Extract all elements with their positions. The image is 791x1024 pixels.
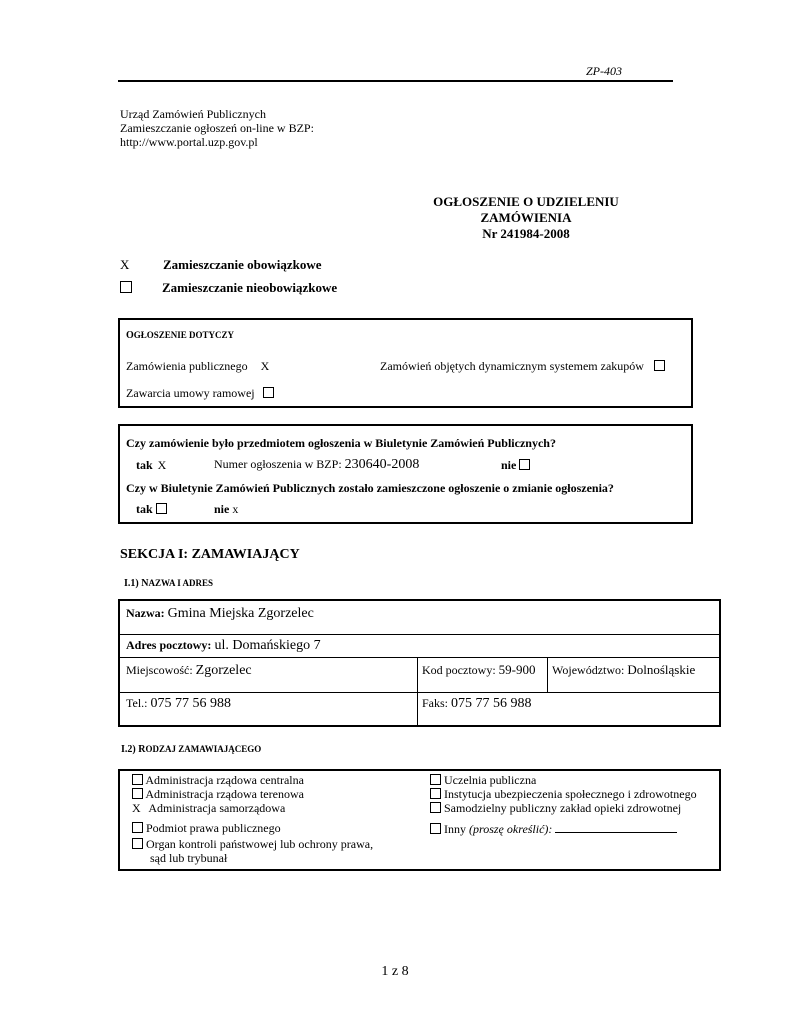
buyer-type-left (132, 773, 373, 865)
other-specify-label: (proszę określić): (469, 822, 553, 836)
fax-value[interactable]: 075 77 56 988 (451, 696, 532, 711)
framework-option[interactable] (126, 386, 274, 401)
optional-label: Zamieszczanie nieobowiązkowe (162, 280, 338, 295)
buyer-option-local[interactable]: X Administracja samorządowa (132, 801, 286, 815)
bulletin-yes-mark: X (157, 458, 167, 472)
address-label: Adres pocztowy: (126, 638, 212, 652)
buyer-option-healthcare[interactable]: Samodzielny publiczny zakład opieki zdrowotnej (430, 801, 697, 815)
buyer-type-right (430, 773, 697, 836)
public-procurement-option[interactable] (126, 359, 269, 374)
name-row (126, 606, 314, 622)
dynamic-system-option[interactable] (380, 359, 665, 374)
name-label: Nazwa: (126, 606, 165, 620)
buyer-type-box (118, 769, 721, 871)
notice-number: Nr 241984-2008 (482, 226, 570, 241)
optional-checkbox[interactable] (120, 281, 132, 293)
bulletin-no-option[interactable] (501, 458, 530, 473)
other-checkbox[interactable] (430, 823, 441, 834)
other-specify-input[interactable] (555, 821, 677, 833)
issuer-block (120, 107, 314, 149)
bulletin-question1: Czy zamówienie było przedmiotem ogłoszenia w Biuletynie Zamówień Publicznych? (126, 436, 556, 450)
buyer-option-public-law[interactable]: Podmiot prawa publicznego (132, 821, 373, 835)
bulletin-number-value: 230640-2008 (344, 457, 420, 472)
notice-title (398, 194, 654, 242)
addr-rule1 (120, 634, 719, 635)
form-code: ZP-403 (586, 64, 622, 78)
voivodeship-cell (552, 662, 695, 678)
postal-value[interactable]: 59-900 (498, 662, 536, 677)
buyer-option-insurance[interactable]: Instytucja ubezpieczenia społecznego i zdrowotnego (430, 787, 697, 801)
bulletin-yes-option[interactable] (136, 458, 166, 473)
issuer-line2: Zamieszczanie ogłoszeń on-line w BZP: (120, 121, 314, 135)
regional-checkbox[interactable] (132, 788, 143, 799)
address-value[interactable]: ul. Domańskiego 7 (214, 638, 321, 653)
city-cell (126, 663, 252, 679)
public-law-checkbox[interactable] (132, 822, 143, 833)
section1-title: SEKCJA I: ZAMAWIAJĄCY (120, 547, 300, 562)
tel-label: Tel.: (126, 696, 148, 710)
section1-sub2: I.2) RODZAJ ZAMAWIAJĄCEGO (121, 744, 262, 755)
bulletin-no-checkbox[interactable] (519, 459, 530, 470)
tel-cell (126, 696, 231, 712)
healthcare-checkbox[interactable] (430, 802, 441, 813)
framework-checkbox[interactable] (263, 387, 274, 398)
public-mark: X (260, 359, 270, 373)
postal-cell (422, 662, 536, 678)
address-table (118, 599, 721, 727)
mandatory-option[interactable] (120, 257, 322, 273)
optional-option[interactable] (120, 280, 337, 296)
mandatory-label: Zamieszczanie obowiązkowe (163, 257, 322, 272)
buyer-option-regional[interactable]: Administracja rządowa terenowa (132, 787, 373, 801)
bulletin-question2: Czy w Biuletynie Zamówień Publicznych zostało zamieszczone ogłoszenie o zmianie ogłoszenia? (126, 481, 614, 495)
change-no-option[interactable] (214, 502, 238, 517)
change-no-label: nie (214, 502, 230, 516)
university-checkbox[interactable] (430, 774, 441, 785)
public-label: Zamówienia publicznego (126, 359, 248, 373)
buyer-option-control-organ-cont: sąd lub trybunał (150, 851, 228, 865)
bulletin-box (118, 424, 693, 524)
buyer-option-control-organ[interactable]: Organ kontroli państwowej lub ochrony prawa, (132, 837, 373, 851)
insurance-checkbox[interactable] (430, 788, 441, 799)
central-checkbox[interactable] (132, 774, 143, 785)
city-label: Miejscowość: (126, 663, 193, 677)
section1-sub1: I.1) NAZWA I ADRES (124, 578, 213, 589)
notice-title-line2: ZAMÓWIENIA (480, 210, 572, 225)
notice-title-line1: OGŁOSZENIE O UDZIELENIU (433, 194, 619, 209)
voivodeship-value[interactable]: Dolnośląskie (627, 662, 696, 677)
dynamic-checkbox[interactable] (654, 360, 665, 371)
fax-cell (422, 696, 532, 712)
bulletin-number-label: Numer ogłoszenia w BZP: (214, 457, 342, 471)
tel-value[interactable]: 075 77 56 988 (150, 696, 231, 711)
change-yes-checkbox[interactable] (156, 503, 167, 514)
bulletin-yes-label: tak (136, 458, 153, 472)
page-number: 1 z 8 (381, 964, 409, 979)
postal-label: Kod pocztowy: (422, 663, 496, 677)
local-mark: X (132, 801, 141, 815)
address-row (126, 638, 321, 654)
issuer-url[interactable]: http://www.portal.uzp.gov.pl (120, 135, 258, 149)
header-rule (118, 80, 673, 82)
addr-rule3 (120, 692, 719, 693)
framework-label: Zawarcia umowy ramowej (126, 386, 255, 400)
buyer-option-university[interactable]: Uczelnia publiczna (430, 773, 697, 787)
control-organ-checkbox[interactable] (132, 838, 143, 849)
buyer-option-other[interactable]: Inny (proszę określić): (430, 821, 697, 836)
dynamic-label: Zamówień objętych dynamicznym systemem zakupów (380, 359, 644, 373)
concerns-heading: OGŁOSZENIE DOTYCZY (126, 330, 235, 341)
addr-col2 (547, 657, 548, 692)
voivodeship-label: Województwo: (552, 663, 625, 677)
mandatory-mark: X (120, 257, 130, 272)
change-no-mark: x (232, 502, 239, 516)
concerns-box (118, 318, 693, 408)
issuer-line1: Urząd Zamówień Publicznych (120, 107, 266, 121)
name-value[interactable]: Gmina Miejska Zgorzelec (167, 606, 314, 621)
change-yes-label: tak (136, 502, 153, 516)
addr-rule2 (120, 657, 719, 658)
addr-col1 (417, 657, 418, 725)
change-yes-option[interactable] (136, 502, 167, 517)
bulletin-no-label: nie (501, 458, 517, 472)
buyer-option-central[interactable]: Administracja rządowa centralna (132, 773, 373, 787)
bulletin-number (214, 457, 419, 473)
fax-label: Faks: (422, 696, 449, 710)
city-value[interactable]: Zgorzelec (195, 663, 252, 678)
